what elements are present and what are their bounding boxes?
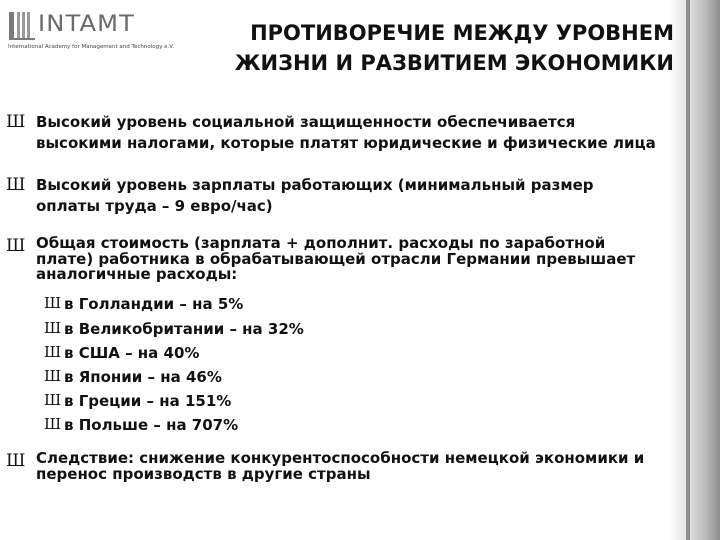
list-item-text: Высокий уровень социальной защищенности обеспечивается высокими налогами, которые платят юридические и физические лица xyxy=(36,113,656,152)
sublist-item-text: в Голландии – на 5% xyxy=(64,295,244,313)
bullet-icon: Ш xyxy=(44,415,62,433)
list-item xyxy=(6,175,656,217)
sublist-item xyxy=(44,294,444,314)
bullet-icon: Ш xyxy=(44,294,62,312)
right-edge-line xyxy=(686,0,690,540)
logo-tagline: International Academy for Management and Technology e.V. xyxy=(8,44,175,50)
bullet-icon: Ш xyxy=(6,236,26,256)
sublist-item xyxy=(44,415,444,435)
right-edge-shade xyxy=(668,0,720,540)
list-item-text: Следствие: снижение конкурентоспособности немецкой экономики и перенос производств в другие страны xyxy=(36,449,645,483)
sublist-item xyxy=(44,343,444,363)
sublist-item-text: в Греции – на 151% xyxy=(64,392,232,410)
sublist-item-text: в Великобритании – на 32% xyxy=(64,320,304,338)
bullet-icon: Ш xyxy=(6,175,26,195)
bullet-icon: Ш xyxy=(6,112,26,132)
sublist-item xyxy=(44,319,444,339)
list-item xyxy=(6,451,656,482)
bullet-icon: Ш xyxy=(44,367,62,385)
sublist-item xyxy=(44,367,444,387)
title-line-2: ЖИЗНИ И РАЗВИТИЕМ ЭКОНОМИКИ xyxy=(234,51,674,75)
logo-mark-icon xyxy=(8,10,36,42)
bullet-icon: Ш xyxy=(44,343,62,361)
list-item-text: Высокий уровень зарплаты работающих (минимальный размер оплаты труда – 9 евро/час) xyxy=(36,176,594,215)
sublist-item-text: в Польше – на 707% xyxy=(64,416,239,434)
intamt-logo xyxy=(8,10,178,50)
list-item xyxy=(6,112,656,154)
sublist-item-text: в США – на 40% xyxy=(64,344,200,362)
list-item-text: Общая стоимость (зарплата + дополнит. расходы по заработной плате) работника в обрабатывающей отрасли Германии превышает аналогичные расходы: xyxy=(36,234,636,283)
list-item xyxy=(6,236,646,283)
sublist-item-text: в Японии – на 46% xyxy=(64,368,222,386)
logo-wordmark: INTAMT xyxy=(38,12,135,37)
slide-title xyxy=(154,18,674,78)
title-line-1: ПРОТИВОРЕЧИЕ МЕЖДУ УРОВНЕМ xyxy=(250,21,674,45)
bullet-icon: Ш xyxy=(6,451,26,471)
bullet-icon: Ш xyxy=(44,391,62,409)
bullet-icon: Ш xyxy=(44,319,62,337)
sublist-item xyxy=(44,391,444,411)
